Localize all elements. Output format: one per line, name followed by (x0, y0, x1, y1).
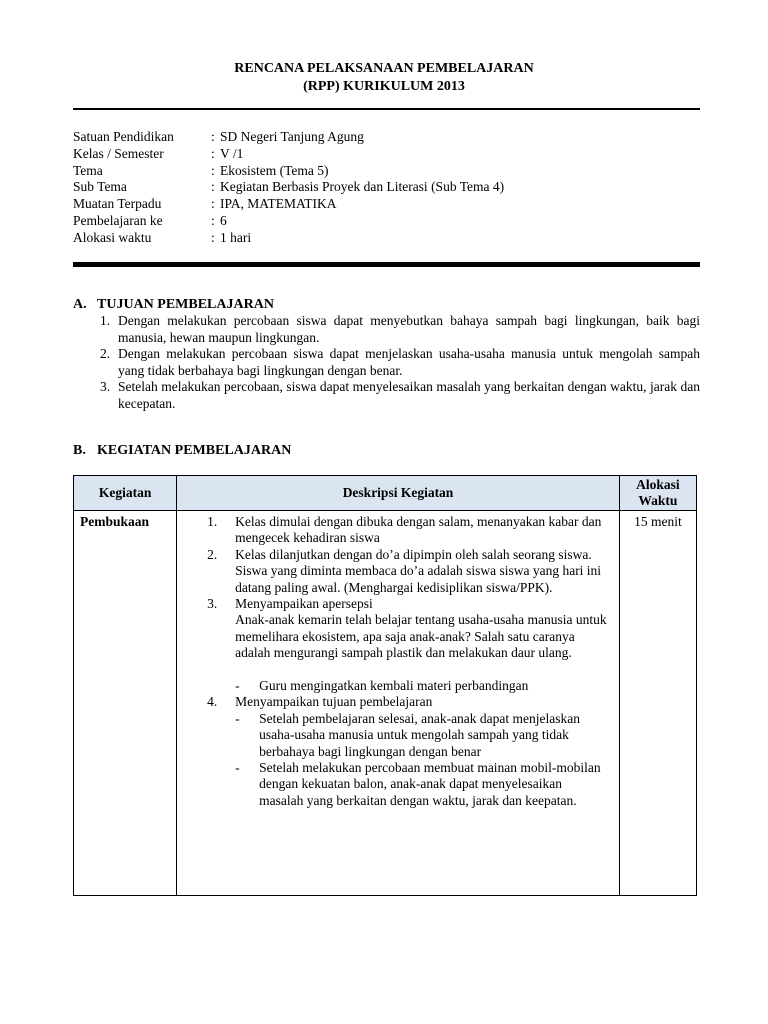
spacer (235, 662, 609, 678)
dash-list (235, 711, 609, 809)
objective-item (73, 346, 700, 379)
document-title: RENCANA PELAKSANAAN PEMBELAJARAN (234, 61, 534, 76)
info-colon: : (211, 179, 215, 195)
activity-title: Menyampaikan apersepsi (235, 596, 373, 612)
activity-text: Anak-anak kemarin telah belajar tentang usaha-usaha manusia untuk memelihara ekosistem, apa saja anak-anak? Salah satu caranya adalah mengurangi sampah plastik dan melakukan daur ulang. (235, 612, 607, 661)
info-label: Alokasi waktu (73, 229, 152, 245)
activity-text: Kelas dimulai dengan dibuka dengan salam, menanyakan kabar dan mengecek kehadiran siswa (235, 514, 602, 546)
info-value: V /1 (220, 145, 244, 161)
activity-table (73, 475, 697, 896)
objective-item (73, 379, 700, 412)
info-value: 6 (220, 212, 227, 228)
info-label: Sub Tema (73, 179, 127, 195)
info-colon: : (211, 196, 215, 212)
activity-number: 2. (207, 546, 218, 562)
objective-text: Dengan melakukan percobaan siswa dapat menyebutkan bahaya sampah bagi lingkungan, baik bagi manusia, hewan maupun lingkungan. (118, 313, 700, 345)
activity-text: Kelas dilanjutkan dengan do’a dipimpin oleh salah seorang siswa. Siswa yang diminta membaca do’a adalah siswa siswa yang hari ini datang paling awal. (Menghargai kedisiplikan siswa/PPK). (235, 546, 602, 595)
objective-number: 2. (100, 346, 111, 362)
info-label: Tema (73, 162, 103, 178)
dash-text: Setelah melakukan percobaan membuat mainan mobil-mobilan dengan kekuatan balon, anak-anak dapat menyelesaikan masalah yang berkaitan dengan waktu, jarak dan keepatan. (259, 760, 601, 808)
objective-list (73, 313, 700, 413)
cell-deskripsi (177, 511, 620, 896)
activity-item (207, 514, 609, 547)
header-kegiatan: Kegiatan (74, 476, 177, 511)
objective-text: Setelah melakukan percobaan, siswa dapat menyelesaikan masalah yang berkaitan dengan waktu, jarak dan kecepatan. (118, 379, 700, 411)
section-letter: B. (73, 443, 86, 458)
info-label: Satuan Pendidikan (73, 129, 174, 144)
dash-marker: - (235, 678, 240, 694)
info-colon: : (211, 129, 215, 144)
info-label: Kelas / Semester (73, 145, 164, 161)
table-header-row (74, 476, 697, 511)
document-subtitle: (RPP) KURIKULUM 2013 (303, 79, 465, 94)
section-title: TUJUAN PEMBELAJARAN (97, 297, 274, 312)
info-value: IPA, MATEMATIKA (220, 196, 337, 212)
section-title: KEGIATAN PEMBELAJARAN (97, 443, 292, 458)
identity-divider (73, 262, 700, 267)
section-kegiatan-heading (73, 442, 291, 459)
info-colon: : (211, 229, 215, 245)
section-letter: A. (73, 297, 87, 312)
cell-waktu: 15 menit (619, 511, 696, 896)
dash-item (235, 760, 609, 809)
dash-list (235, 678, 609, 694)
objective-number: 1. (100, 313, 111, 328)
activity-item (207, 547, 609, 596)
dash-marker: - (235, 710, 240, 726)
section-heading (73, 296, 700, 313)
header-deskripsi: Deskripsi Kegiatan (177, 476, 620, 511)
info-value: Kegiatan Berbasis Proyek dan Literasi (Sub Tema 4) (220, 179, 505, 195)
activity-number: 1. (207, 514, 218, 529)
info-label: Muatan Terpadu (73, 196, 162, 212)
activity-list (207, 514, 609, 809)
dash-text: Setelah pembelajaran selesai, anak-anak dapat menjelaskan usaha-usaha manusia untuk mengolah sampah yang tidak berbahaya bagi lingkungan dengan benar (259, 710, 581, 759)
activity-item (207, 596, 609, 694)
info-value: 1 hari (220, 229, 252, 245)
dash-item (235, 678, 609, 694)
activity-item (207, 694, 609, 809)
table-row (74, 511, 697, 896)
info-colon: : (211, 212, 215, 228)
info-label: Pembelajaran ke (73, 212, 163, 228)
activity-number: 3. (207, 596, 218, 612)
info-colon: : (211, 162, 215, 178)
objective-number: 3. (100, 379, 111, 395)
objective-item (73, 313, 700, 346)
objective-text: Dengan melakukan percobaan siswa dapat menjelaskan usaha-usaha manusia untuk mengolah sampah yang tidak berbahaya bagi lingkungan dengan benar. (118, 346, 700, 378)
header-alokasi: Alokasi Waktu (619, 476, 696, 511)
info-value: Ekosistem (Tema 5) (220, 162, 329, 178)
header-divider (73, 108, 700, 110)
info-value: SD Negeri Tanjung Agung (220, 129, 364, 144)
activity-title: Menyampaikan tujuan pembelajaran (235, 694, 433, 710)
section-tujuan (73, 296, 700, 413)
activity-number: 4. (207, 694, 218, 710)
dash-text: Guru mengingatkan kembali materi perbandingan (259, 678, 529, 694)
info-colon: : (211, 145, 215, 161)
dash-marker: - (235, 760, 240, 776)
cell-kegiatan: Pembukaan (74, 511, 177, 896)
dash-item (235, 711, 609, 760)
